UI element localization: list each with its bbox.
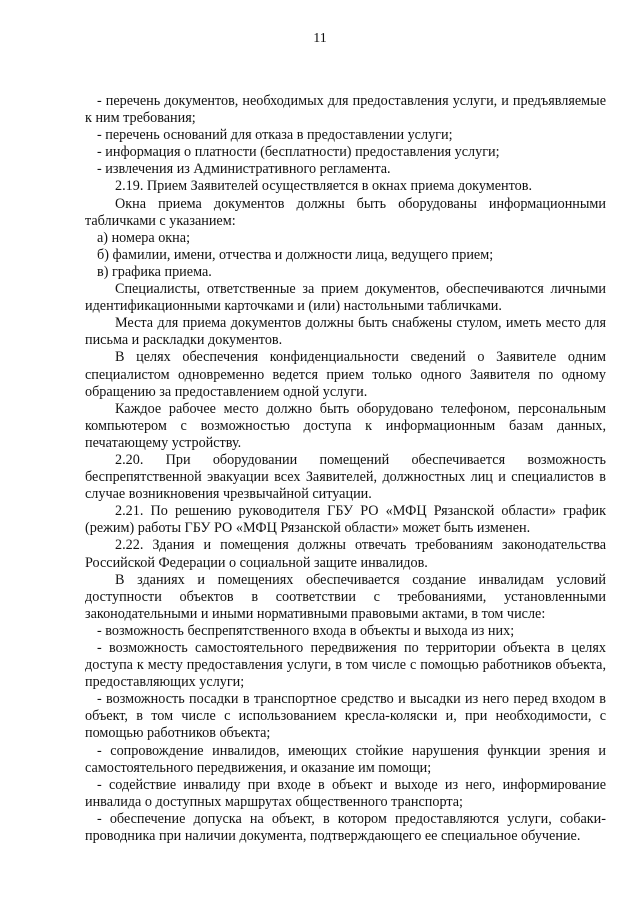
- paragraph: - перечень оснований для отказа в предоставлении услуги;: [97, 127, 453, 144]
- paragraph: В целях обеспечения конфиденциальности сведений о Заявителе одним специалистом одновременно ведется прием только одного Заявителя по одному обращению за предоставлением одной услуги.: [85, 349, 606, 400]
- paragraph: - возможность самостоятельного передвижения по территории объекта в целях доступа к месту предоставления услуги, в том числе с помощью работников объекта, предоставляющих услуги;: [85, 640, 606, 691]
- page-number: 11: [313, 31, 327, 46]
- paragraph: - обеспечение допуска на объект, в котором предоставляются услуги, собаки-проводника при наличии документа, подтверждающего ее специальное обучение.: [85, 810, 606, 845]
- paragraph: Места для приема документов должны быть снабжены стулом, иметь место для письма и раскладки документов.: [85, 315, 606, 349]
- paragraph: Окна приема документов должны быть оборудованы информационными табличками с указанием:: [85, 195, 606, 229]
- paragraph: б) фамилии, имени, отчества и должности лица, ведущего прием;: [97, 246, 494, 263]
- paragraph: 2.20. При оборудовании помещений обеспечивается возможность беспрепятственной эвакуации всех Заявителей, должностных лиц и специалистов в случае возникновения чрезвычайной ситуации.: [85, 451, 606, 503]
- paragraph: а) номера окна;: [97, 229, 191, 246]
- paragraph: Каждое рабочее место должно быть оборудовано телефоном, персональным компьютером с возможностью доступа к информационным базам данных, печатающему устройству.: [85, 400, 606, 451]
- paragraph: Специалисты, ответственные за прием документов, обеспечиваются личными идентификационными карточками и (или) настольными табличками.: [85, 281, 606, 315]
- paragraph: в) графика приема.: [97, 263, 212, 280]
- paragraph: - содействие инвалиду при входе в объект и выходе из него, информирование инвалида о доступных маршрутах общественного транспорта;: [85, 776, 606, 810]
- paragraph: 2.22. Здания и помещения должны отвечать требованиям законодательства Российской Федерации о социальной защите инвалидов.: [85, 537, 606, 571]
- paragraph: В зданиях и помещениях обеспечивается создание инвалидам условий доступности объектов в соответствии с требованиями, установленными законодательными и иными нормативными правовыми актами, в том числе:: [85, 571, 606, 622]
- paragraph: - информация о платности (бесплатности) предоставления услуги;: [97, 144, 500, 161]
- paragraph: - извлечения из Административного регламента.: [97, 161, 391, 178]
- paragraph: - возможность беспрепятственного входа в объекты и выхода из них;: [97, 622, 515, 639]
- document-body: [85, 93, 606, 845]
- paragraph: - сопровождение инвалидов, имеющих стойкие нарушения функции зрения и самостоятельного передвижения, и оказание им помощи;: [85, 742, 606, 776]
- paragraph: - возможность посадки в транспортное средство и высадки из него перед входом в объект, в том числе с использованием кресла-коляски и, при необходимости, с помощью работников объекта;: [85, 691, 606, 742]
- paragraph: 2.19. Прием Заявителей осуществляется в окнах приема документов.: [115, 178, 532, 195]
- paragraph: - перечень документов, необходимых для предоставления услуги, и предъявляемые к ним требования;: [85, 93, 606, 127]
- paragraph: 2.21. По решению руководителя ГБУ РО «МФЦ Рязанской области» график (режим) работы ГБУ РО «МФЦ Рязанской области» может быть изменен.: [85, 503, 606, 537]
